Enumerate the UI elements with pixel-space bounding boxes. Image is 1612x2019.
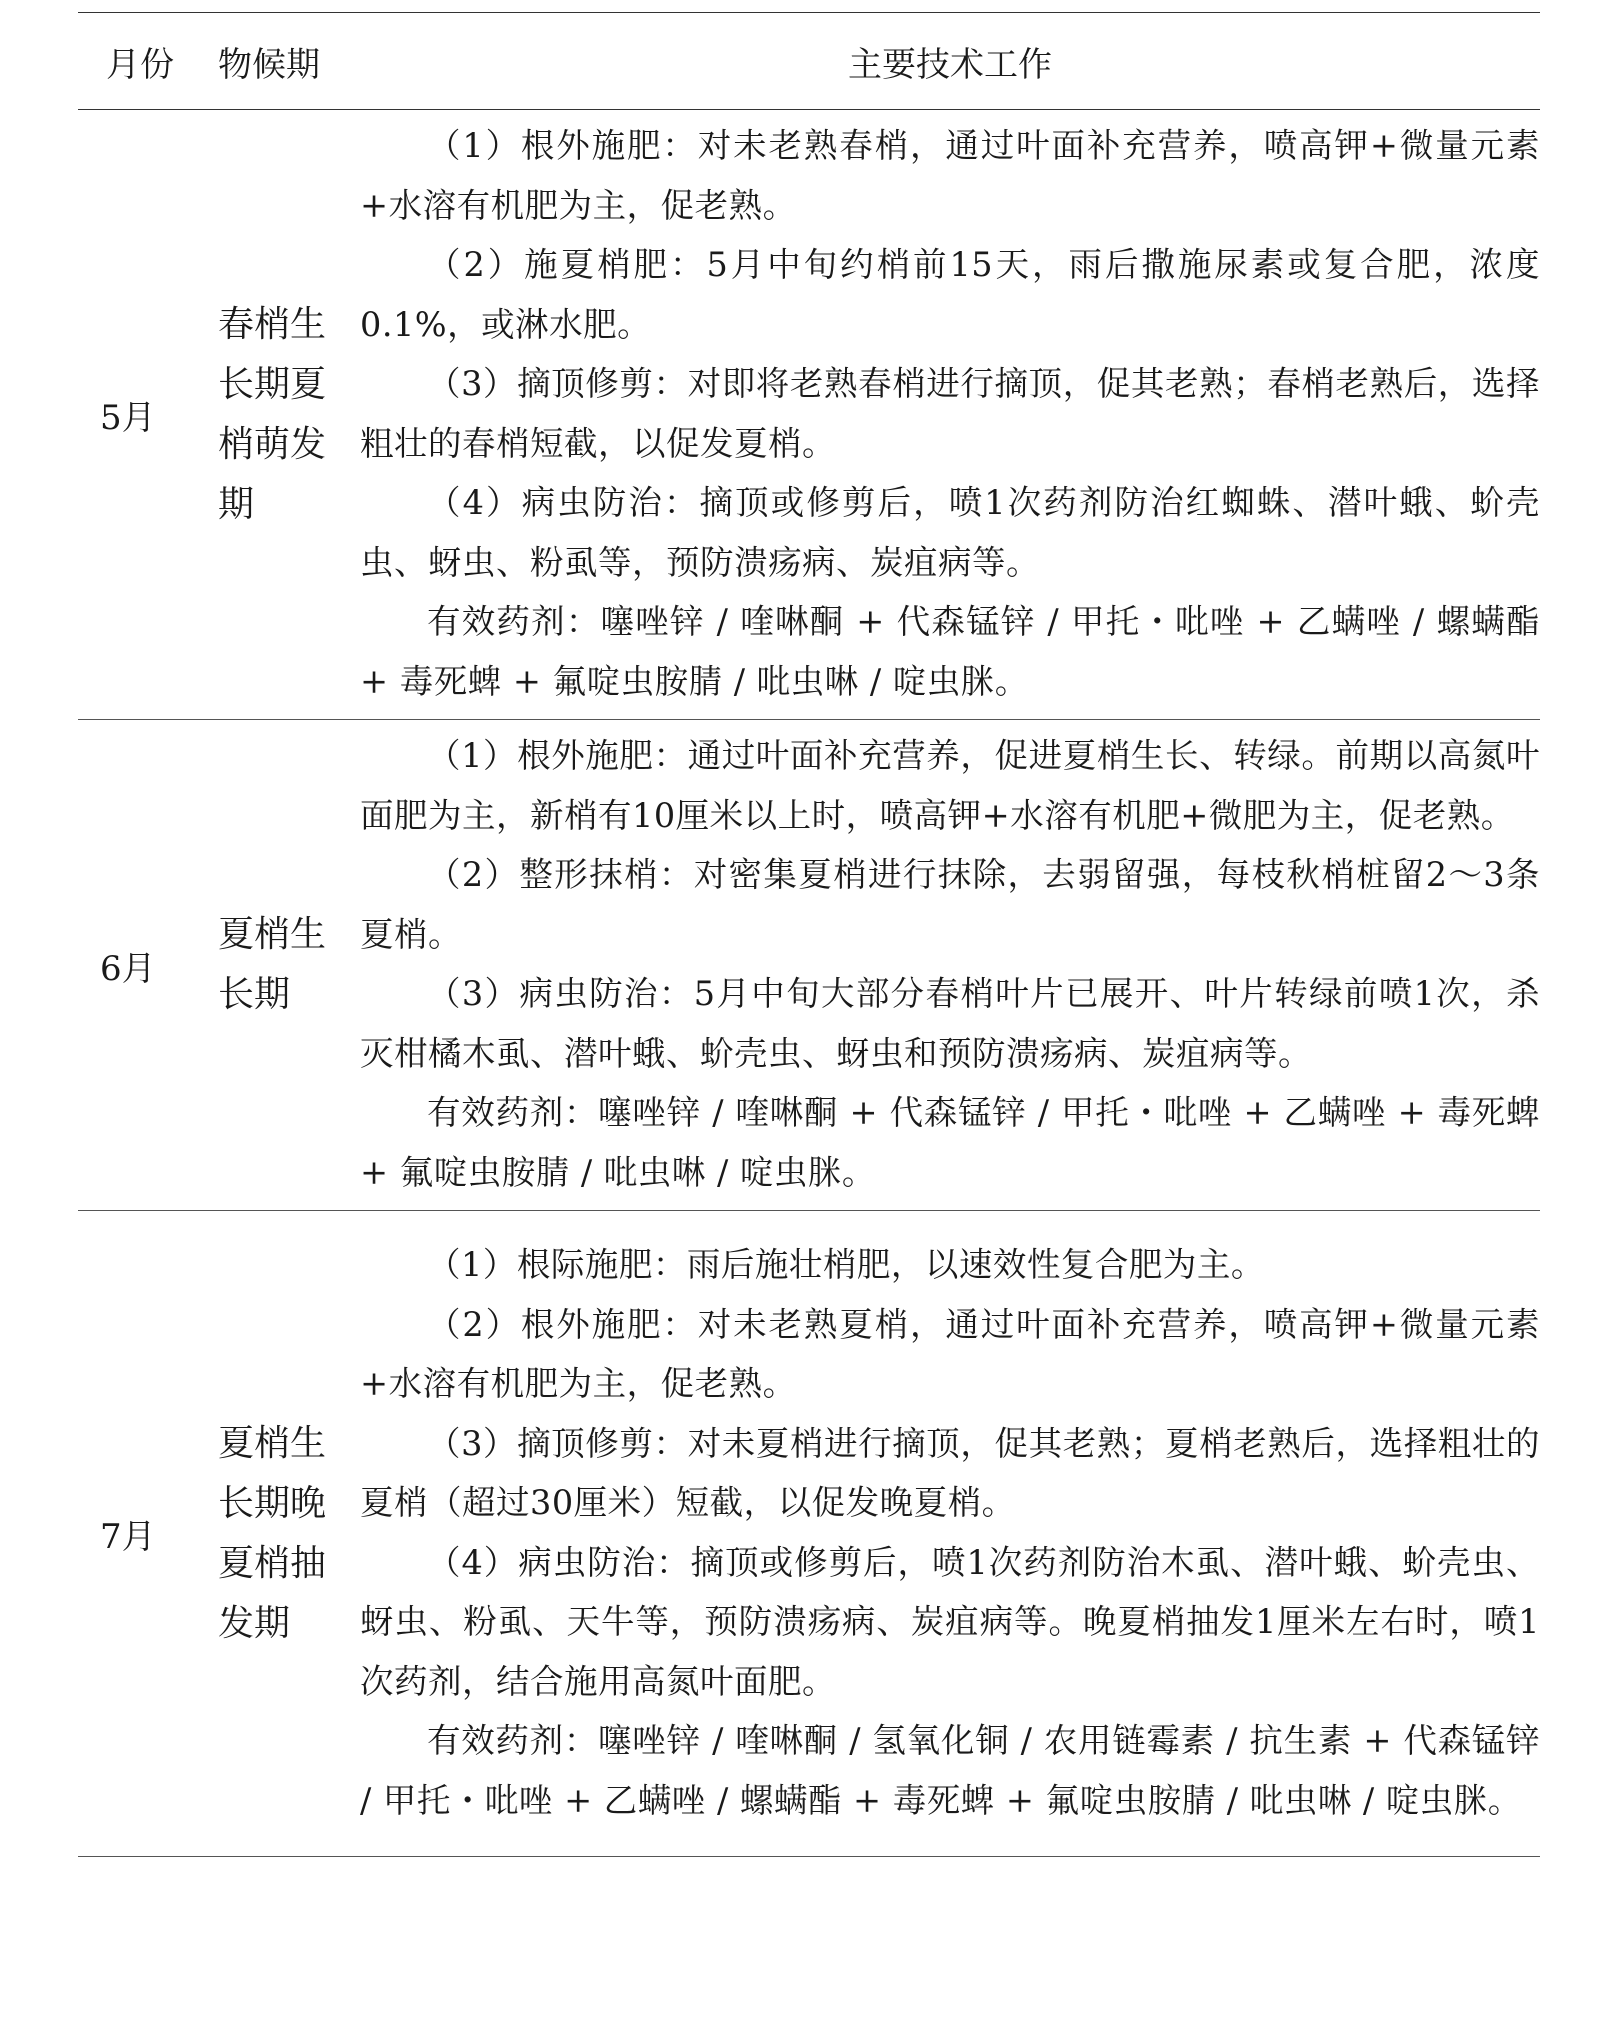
work-paragraph: （1）根际施肥：雨后施壮梢肥，以速效性复合肥为主。 (427, 1245, 1265, 1284)
work-paragraph: （2）施夏梢肥：5月中旬约梢前15天，雨后撒施尿素或复合肥，浓度0.1%，或淋水肥。 (360, 245, 1540, 344)
table-header-row (78, 13, 1540, 110)
phenology-cell: 夏梢生长期晚夏梢抽发期 (218, 1211, 360, 1857)
work-paragraph: （3）摘顶修剪：对未夏梢进行摘顶，促其老熟；夏梢老熟后，选择粗壮的夏梢（超过30厘米）短截，以促发晚夏梢。 (360, 1423, 1540, 1522)
work-paragraph: （4）病虫防治：摘顶或修剪后，喷1次药剂防治红蜘蛛、潜叶蛾、蚧壳虫、蚜虫、粉虱等，预防溃疡病、炭疽病等。 (360, 483, 1540, 582)
work-paragraph: （2）根外施肥：对未老熟夏梢，通过叶面补充营养，喷高钾+微量元素+水溶有机肥为主，促老熟。 (360, 1304, 1540, 1403)
month-cell: 5月 (78, 110, 218, 720)
technical-work-table (78, 12, 1540, 1857)
work-paragraph: （1）根外施肥：对未老熟春梢，通过叶面补充营养，喷高钾+微量元素+水溶有机肥为主，促老熟。 (360, 126, 1540, 225)
work-paragraph: 有效药剂：噻唑锌 / 喹啉酮 / 氢氧化铜 / 农用链霉素 / 抗生素 + 代森锰锌 / 甲托・吡唑 + 乙螨唑 / 螺螨酯 + 毒死蜱 + 氟啶虫胺腈 / 吡虫啉 / 啶虫脒。 (360, 1721, 1540, 1820)
work-paragraph: （1）根外施肥：通过叶面补充营养，促进夏梢生长、转绿。前期以高氮叶面肥为主，新梢有10厘米以上时，喷高钾+水溶有机肥+微肥为主，促老熟。 (360, 736, 1540, 835)
month-cell: 7月 (78, 1211, 218, 1857)
header-phenology: 物候期 (218, 13, 360, 110)
work-cell (360, 110, 1540, 720)
work-paragraph: 有效药剂：噻唑锌 / 喹啉酮 + 代森锰锌 / 甲托・吡唑 + 乙螨唑 / 螺螨酯 + 毒死蜱 + 氟啶虫胺腈 / 吡虫啉 / 啶虫脒。 (360, 602, 1540, 701)
work-paragraph: （2）整形抹梢：对密集夏梢进行抹除，去弱留强，每枝秋梢桩留2～3条夏梢。 (360, 855, 1540, 954)
month-cell: 6月 (78, 720, 218, 1211)
table-row (78, 1211, 1540, 1857)
header-main-work: 主要技术工作 (360, 13, 1540, 110)
work-paragraph: 有效药剂：噻唑锌 / 喹啉酮 + 代森锰锌 / 甲托・吡唑 + 乙螨唑 + 毒死蜱 + 氟啶虫胺腈 / 吡虫啉 / 啶虫脒。 (360, 1093, 1540, 1192)
work-cell (360, 720, 1540, 1211)
work-paragraph: （3）病虫防治：5月中旬大部分春梢叶片已展开、叶片转绿前喷1次，杀灭柑橘木虱、潜叶蛾、蚧壳虫、蚜虫和预防溃疡病、炭疽病等。 (360, 974, 1540, 1073)
table-row (78, 110, 1540, 720)
work-cell (360, 1211, 1540, 1857)
work-paragraph: （3）摘顶修剪：对即将老熟春梢进行摘顶，促其老熟；春梢老熟后，选择粗壮的春梢短截，以促发夏梢。 (360, 364, 1540, 463)
phenology-cell: 夏梢生长期 (218, 720, 360, 1211)
table-row (78, 720, 1540, 1211)
header-month: 月份 (78, 13, 218, 110)
phenology-cell: 春梢生长期夏梢萌发期 (218, 110, 360, 720)
work-paragraph: （4）病虫防治：摘顶或修剪后，喷1次药剂防治木虱、潜叶蛾、蚧壳虫、蚜虫、粉虱、天牛等，预防溃疡病、炭疽病等。晚夏梢抽发1厘米左右时，喷1次药剂，结合施用高氮叶面肥。 (360, 1542, 1540, 1701)
